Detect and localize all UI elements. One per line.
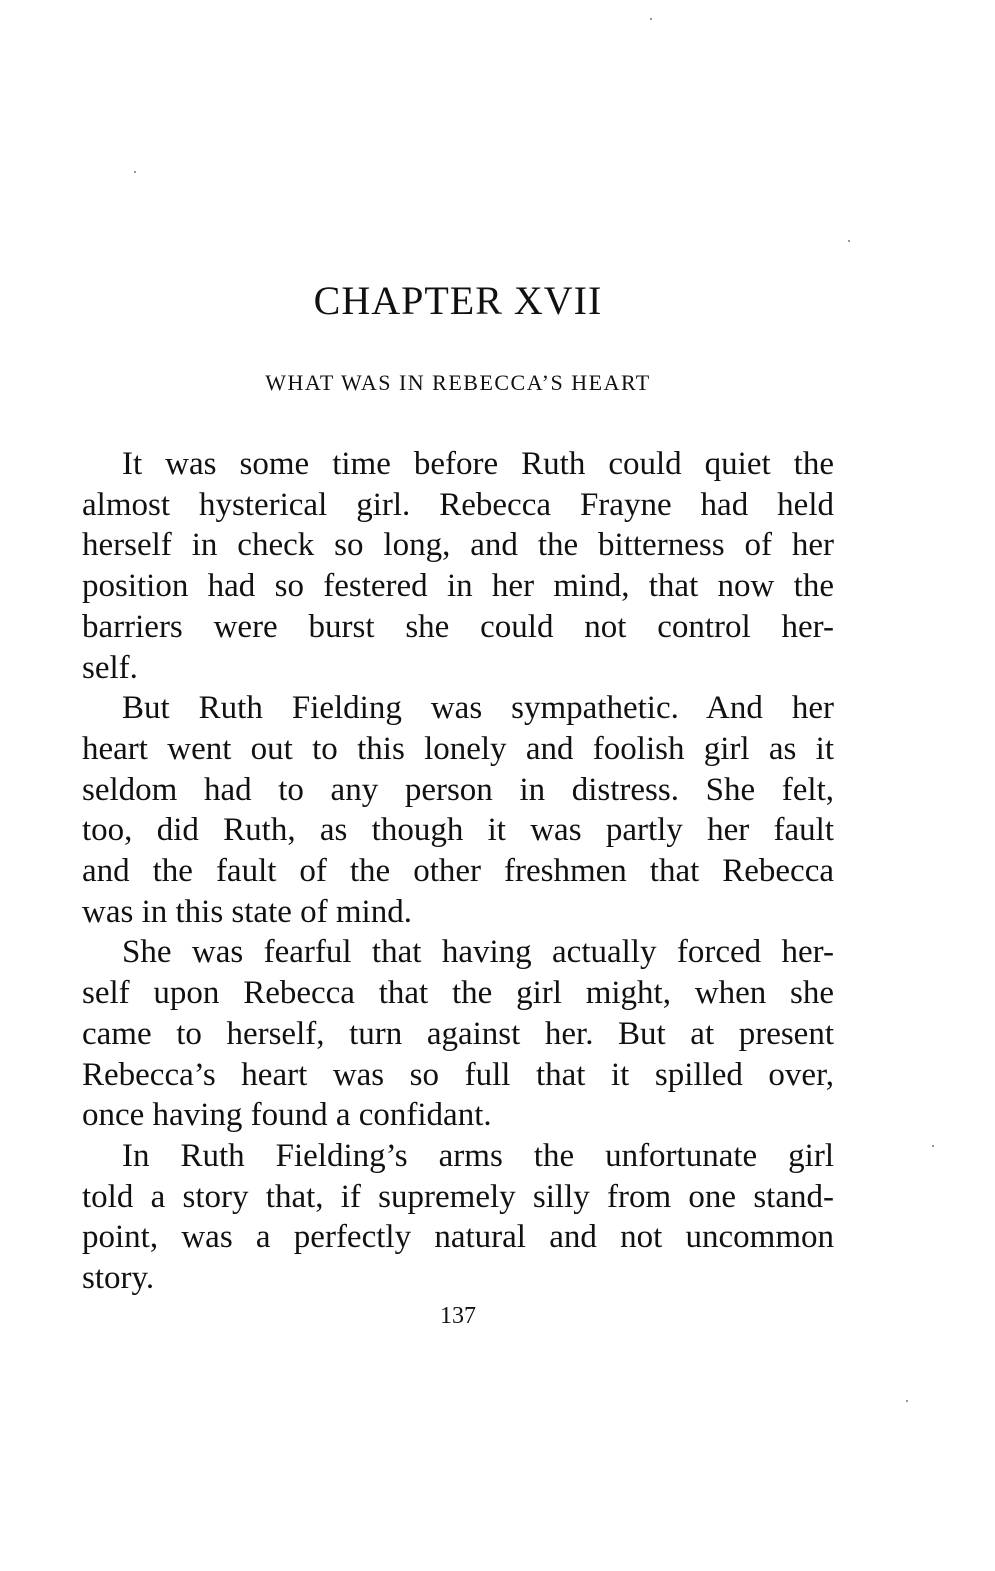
chapter-subtitle: WHAT WAS IN REBECCA’S HEART bbox=[265, 370, 651, 395]
scan-speck bbox=[848, 240, 850, 242]
body-text bbox=[82, 444, 834, 1299]
paragraph bbox=[82, 932, 834, 1136]
text-line: But Ruth Fielding was sympathetic. And her bbox=[122, 690, 834, 727]
scan-speck bbox=[134, 171, 136, 173]
page-number: 137 bbox=[440, 1303, 476, 1329]
text-line: position had so festered in her mind, that now the bbox=[82, 568, 834, 605]
text-line: was in this state of mind. bbox=[82, 893, 412, 930]
scan-speck bbox=[906, 1400, 908, 1402]
text-line: almost hysterical girl. Rebecca Frayne had held bbox=[82, 486, 834, 523]
text-line: barriers were burst she could not control her- bbox=[82, 608, 834, 645]
chapter-title: CHAPTER XVII bbox=[313, 278, 603, 323]
text-line: told a story that, if supremely silly from one stand- bbox=[82, 1178, 834, 1215]
paragraph bbox=[82, 444, 834, 688]
text-line: story. bbox=[82, 1260, 155, 1297]
text-line: seldom had to any person in distress. She felt, bbox=[82, 771, 834, 808]
scan-speck bbox=[932, 1145, 934, 1147]
paragraph bbox=[82, 688, 834, 932]
text-line: In Ruth Fielding’s arms the unfortunate girl bbox=[122, 1137, 834, 1174]
scan-speck bbox=[650, 18, 652, 20]
text-line: self upon Rebecca that the girl might, when she bbox=[82, 975, 834, 1012]
text-line: Rebecca’s heart was so full that it spilled over, bbox=[82, 1056, 834, 1093]
paragraph bbox=[82, 1136, 834, 1299]
text-line: self. bbox=[82, 649, 138, 686]
text-line: once having found a confidant. bbox=[82, 1097, 492, 1134]
text-line: She was fearful that having actually forced her- bbox=[122, 934, 834, 971]
text-line: came to herself, turn against her. But at present bbox=[82, 1015, 834, 1052]
text-line: point, was a perfectly natural and not uncommon bbox=[82, 1219, 834, 1256]
text-line: It was some time before Ruth could quiet the bbox=[122, 446, 834, 482]
text-line: and the fault of the other freshmen that Rebecca bbox=[82, 853, 834, 890]
text-line: herself in check so long, and the bitterness of her bbox=[82, 527, 834, 564]
text-line: too, did Ruth, as though it was partly her fault bbox=[82, 812, 834, 849]
text-line: heart went out to this lonely and foolish girl as it bbox=[82, 730, 834, 767]
